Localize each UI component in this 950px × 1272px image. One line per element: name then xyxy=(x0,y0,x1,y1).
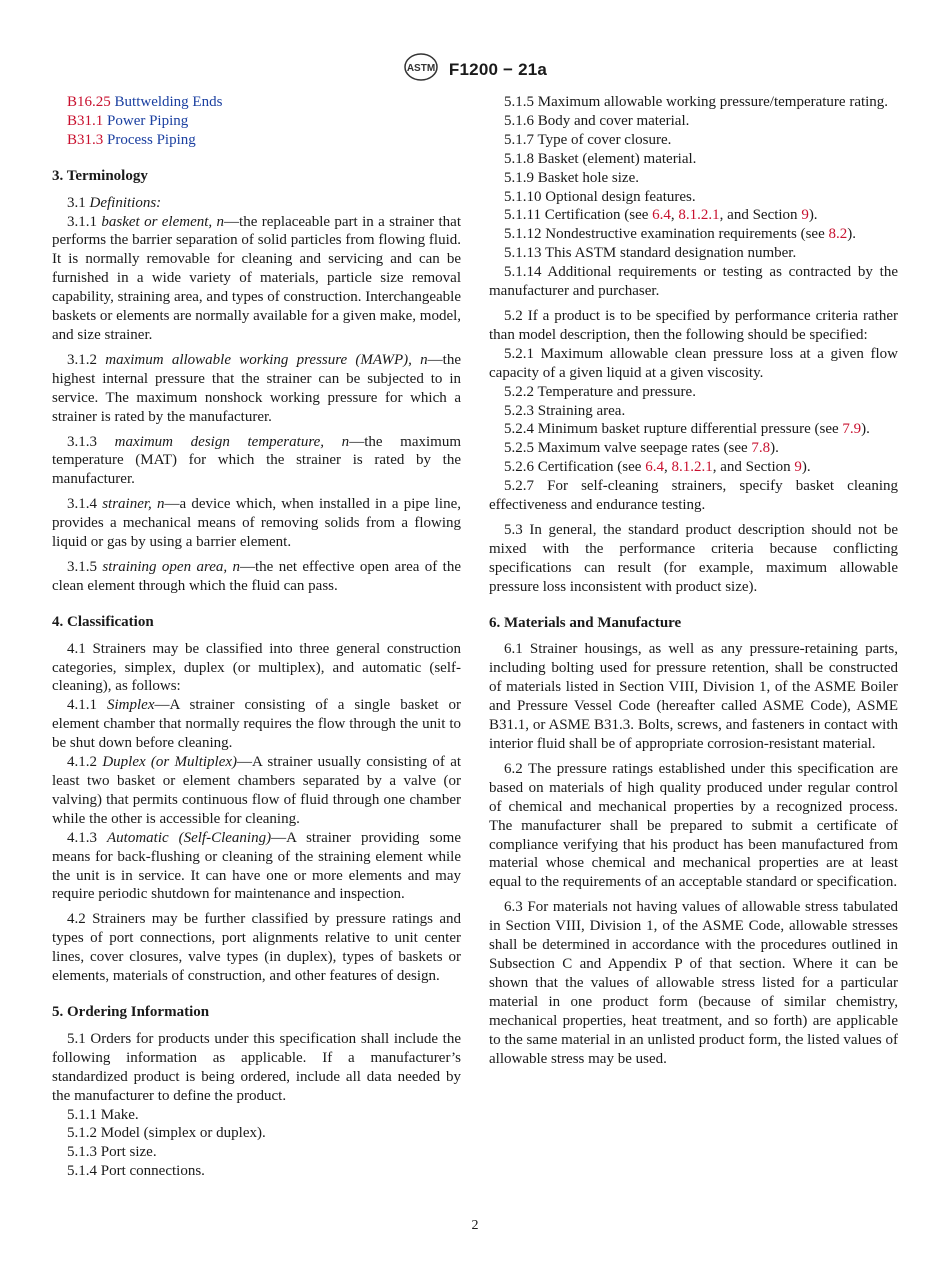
ref-code[interactable]: B16.25 xyxy=(67,94,111,110)
link-6-4[interactable]: 6.4 xyxy=(645,459,664,476)
item-5-1-4: 5.1.4 Port connections. xyxy=(67,1163,205,1180)
item-5-1-1: 5.1.1 Make. xyxy=(67,1106,139,1123)
item-5-2-3: 5.2.3 Straining area. xyxy=(504,402,626,419)
link-section-9[interactable]: 9 xyxy=(794,459,802,476)
right-column xyxy=(489,93,898,1068)
paragraph-4-1-2: 4.1.2 Duplex (or Multiplex)—A strainer usually consisting of at least two basket or element chambers separated by a valve (or valving) that permits continuous flow of fluid through one chamber while the other is accessible for cleaning. xyxy=(52,754,462,827)
paragraph-5-1: 5.1 Orders for products under this specification shall include the following information as applicable. If a manufacturer’s standardized product is being ordered, include all data needed by the manufacturer to define the product. xyxy=(52,1030,461,1104)
item-5-1-3: 5.1.3 Port size. xyxy=(67,1144,157,1161)
link-6-4[interactable]: 6.4 xyxy=(652,207,671,224)
astm-logo-icon xyxy=(403,52,439,87)
item-5-2-1: 5.2.1 Maximum allowable clean pressure loss at a given flow capacity of a given liquid at a given viscosity. xyxy=(489,345,898,381)
item-5-1-5: 5.1.5 Maximum allowable working pressure/temperature rating. xyxy=(504,94,889,110)
item-5-2-5: 5.2.5 Maximum valve seepage rates (see 7.8). xyxy=(504,440,779,457)
document-designation: F1200 − 21a xyxy=(448,59,548,79)
item-5-1-13: 5.1.13 This ASTM standard designation number. xyxy=(504,245,797,262)
page-header xyxy=(0,52,950,87)
paragraph-4-1: 4.1 Strainers may be classified into three general construction categories, simplex, duplex (or multiplex), and automatic (self-cleaning), as follows: xyxy=(52,640,461,695)
item-5-2-7: 5.2.7 For self-cleaning strainers, specify basket cleaning effectiveness and endurance testing. xyxy=(489,478,898,514)
paragraph-3-1-4: 3.1.4 strainer, n—a device which, when installed in a pipe line, provides a mechanical means of removing solids from a flowing liquid or gas by using a barrier element. xyxy=(52,496,461,551)
item-5-1-10: 5.1.10 Optional design features. xyxy=(504,188,696,205)
link-8-1-2-1[interactable]: 8.1.2.1 xyxy=(678,207,720,224)
paragraph-5-2: 5.2 If a product is to be specified by performance criteria rather than model description, then the following should be specified: xyxy=(489,307,898,343)
item-5-1-9: 5.1.9 Basket hole size. xyxy=(504,169,639,186)
reference-b31-1 xyxy=(52,112,461,131)
section-heading-classification: 4. Classification xyxy=(52,613,154,630)
paragraph-3-1: 3.1 Definitions: xyxy=(67,194,162,211)
reference-b31-3 xyxy=(52,131,461,150)
link-section-9[interactable]: 9 xyxy=(801,207,809,224)
item-5-2-6: 5.2.6 Certification (see 6.4, 8.1.2.1, and Section 9). xyxy=(504,459,811,476)
section-heading-ordering-information: 5. Ordering Information xyxy=(52,1003,210,1020)
item-5-1-8: 5.1.8 Basket (element) material. xyxy=(504,150,697,167)
ref-title[interactable]: Buttwelding Ends xyxy=(114,94,223,110)
link-7-8[interactable]: 7.8 xyxy=(751,440,771,457)
item-5-1-12: 5.1.12 Nondestructive examination requirements (see 8.2). xyxy=(504,226,856,243)
item-5-1-7: 5.1.7 Type of cover closure. xyxy=(504,131,672,148)
ref-code[interactable]: B31.3 xyxy=(67,131,104,148)
paragraph-3-1-3: 3.1.3 maximum design temperature, n—the maximum temperature (MAT) for which the strainer is rated by the manufacturer. xyxy=(52,433,462,488)
item-5-1-11: 5.1.11 Certification (see 6.4, 8.1.2.1, and Section 9). xyxy=(504,207,818,224)
paragraph-3-1-2: 3.1.2 maximum allowable working pressure (MAWP), n—the highest internal pressure that the strainer can be subjected to in service. The maximum nonshock working pressure for which a strainer is rated by the manufacturer. xyxy=(52,351,461,425)
section-heading-terminology: 3. Terminology xyxy=(52,167,148,184)
section-heading-materials-and-manufacture: 6. Materials and Manufacture xyxy=(489,614,682,631)
paragraph-6-3: 6.3 For materials not having values of allowable stress tabulated in Section VIII, Division 1, of the ASME Code, allowable stresses shall be determined in accordance with the procedures outlined in Subsection C and Appendix P of that section. Where it can be shown that the values of allowable stress listed for a particular material in one product form (because of similar chemistry, mechanical properties, heat treatment, and so forth) are applicable to the same material in an unlisted product form, the listed values of allowable stress may be used. xyxy=(489,899,898,1067)
paragraph-4-1-1: 4.1.1 Simplex—A strainer consisting of a single basket or element chamber that normally requires the flow through the unit to be shut down before cleaning. xyxy=(52,697,462,752)
item-5-1-2: 5.1.2 Model (simplex or duplex). xyxy=(67,1125,266,1142)
astm-logo-text: ASTM xyxy=(406,63,436,74)
item-5-2-4: 5.2.4 Minimum basket rupture differential pressure (see 7.9). xyxy=(504,421,870,438)
ref-title[interactable]: Process Piping xyxy=(107,131,196,148)
paragraph-6-2: 6.2 The pressure ratings established under this specification are based on materials of high quality produced under regular control of chemical and mechanical properties by a recognized process. The manufacturer shall be prepared to submit a certificate of compliance verifying that his product has been manufactured from material whose chemical and mechanical properties are at least equal to the requirements of an acceptable standard or specification. xyxy=(489,760,898,891)
paragraph-3-1-1: 3.1.1 basket or element, n—the replaceable part in a strainer that performs the barrier separation of solid particles from flowing fluid. It is normally removable for cleaning and servicing and can be furnished in a wide variety of materials, particle size removal capability, straining area, and types of construction. Interchangeable baskets or elements are normally available for a given make, model, and size strainer. xyxy=(52,213,462,343)
ref-title[interactable]: Power Piping xyxy=(107,112,189,129)
link-8-1-2-1[interactable]: 8.1.2.1 xyxy=(671,459,713,476)
paragraph-6-1: 6.1 Strainer housings, as well as any pressure-retaining parts, including bolting used for pressure retention, shall be constructed of materials listed in Section VIII, Division 1, of the ASME Boiler and Pressure Vessel Code (hereafter called ASME Code), ASME B31.1, or ASME B31.3. Bolts, screws, and fasteners in contact with interior fluid shall be of appropriate corrosion-resistant material. xyxy=(489,641,898,752)
link-7-9[interactable]: 7.9 xyxy=(842,421,862,438)
reference-b16-25 xyxy=(52,93,461,112)
page-number: 2 xyxy=(471,1218,479,1233)
item-5-2-2: 5.2.2 Temperature and pressure. xyxy=(504,383,696,400)
ref-code[interactable]: B31.1 xyxy=(67,112,104,129)
paragraph-3-1-5: 3.1.5 straining open area, n—the net effective open area of the clean element through which the fluid can pass. xyxy=(52,558,461,594)
paragraph-4-2: 4.2 Strainers may be further classified by pressure ratings and types of port connections, port alignments relative to unit center lines, cover closures, valve types (in duplex), types of baskets or elements, materials of construction, and other features of design. xyxy=(52,911,461,985)
paragraph-4-1-3: 4.1.3 Automatic (Self-Cleaning)—A strainer providing some means for back-flushing or cleaning of the straining element while the unit is in service. It can have one or more elements and may require periodic shutdown for maintenance and inspection. xyxy=(52,829,461,903)
item-5-1-14: 5.1.14 Additional requirements or testing as contracted by the manufacturer and purchaser. xyxy=(489,264,898,300)
paragraph-5-3: 5.3 In general, the standard product description should not be mixed with the performance criteria because conflicting specifications can result (for example, maximum allowable pressure loss inconsistent with product size). xyxy=(489,521,898,595)
link-8-2[interactable]: 8.2 xyxy=(828,226,848,243)
item-5-1-6: 5.1.6 Body and cover material. xyxy=(504,112,690,129)
left-column xyxy=(52,93,461,1181)
